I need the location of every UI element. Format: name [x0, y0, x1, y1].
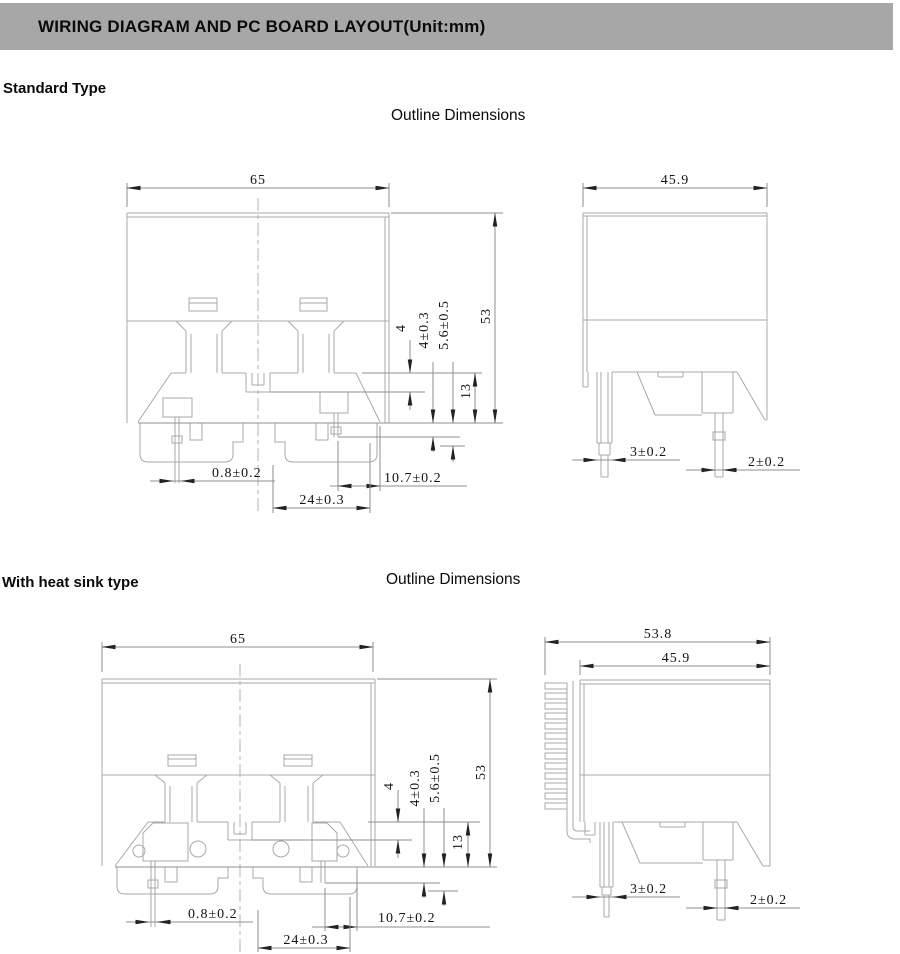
dim-std-side-tab-width: 3±0.2	[630, 445, 668, 460]
dim-std-front-pin-pitch: 10.7±0.2	[384, 471, 442, 486]
dim-hs-front-pin-length: 5.6±0.5	[428, 753, 443, 803]
heatsink-side-view	[545, 627, 800, 920]
dim-hs-front-pin-span: 24±0.3	[283, 933, 329, 948]
heatsink-fins	[545, 681, 573, 816]
dim-hs-side-pin-width: 2±0.2	[750, 893, 788, 908]
dim-std-front-pin-tip: 4±0.3	[417, 311, 432, 349]
dim-hs-side-total-width: 53.8	[643, 627, 673, 642]
dim-std-front-pin-width: 0.8±0.2	[212, 466, 262, 481]
subtitle-outline-dimensions-heatsink: Outline Dimensions	[386, 571, 521, 588]
dim-hs-front-pin-width: 0.8±0.2	[188, 907, 238, 922]
dim-hs-front-pin-pitch: 10.7±0.2	[378, 911, 436, 926]
dim-hs-front-base-height: 13	[451, 834, 466, 850]
subtitle-outline-dimensions-standard: Outline Dimensions	[391, 107, 526, 124]
page-title: WIRING DIAGRAM AND PC BOARD LAYOUT(Unit:mm)	[38, 16, 486, 36]
mount-hole-left	[190, 841, 206, 857]
heatsink-front-view	[102, 632, 497, 952]
section-title-heatsink: With heat sink type	[2, 574, 139, 591]
dim-hs-front-height: 53	[474, 764, 489, 780]
dim-std-front-height: 53	[479, 308, 494, 324]
dim-hs-front-step: 4	[382, 782, 397, 790]
dim-std-front-step: 4	[394, 324, 409, 332]
section-title-standard: Standard Type	[3, 80, 107, 97]
standard-side-view	[572, 173, 800, 477]
dim-hs-side-body-width: 45.9	[661, 651, 691, 666]
standard-front-view	[127, 173, 503, 513]
dim-hs-front-width: 65	[230, 632, 246, 647]
mount-hole-right	[273, 841, 289, 857]
dim-hs-side-tab-width: 3±0.2	[630, 882, 668, 897]
dim-std-side-pin-width: 2±0.2	[748, 455, 786, 470]
dim-std-side-width: 45.9	[660, 173, 690, 188]
dim-std-front-base-height: 13	[459, 383, 474, 399]
dim-std-front-pin-length: 5.6±0.5	[437, 300, 452, 350]
dim-hs-front-pin-tip: 4±0.3	[408, 769, 423, 807]
dim-std-front-width: 65	[250, 173, 266, 188]
dim-std-front-pin-span: 24±0.3	[299, 493, 345, 508]
